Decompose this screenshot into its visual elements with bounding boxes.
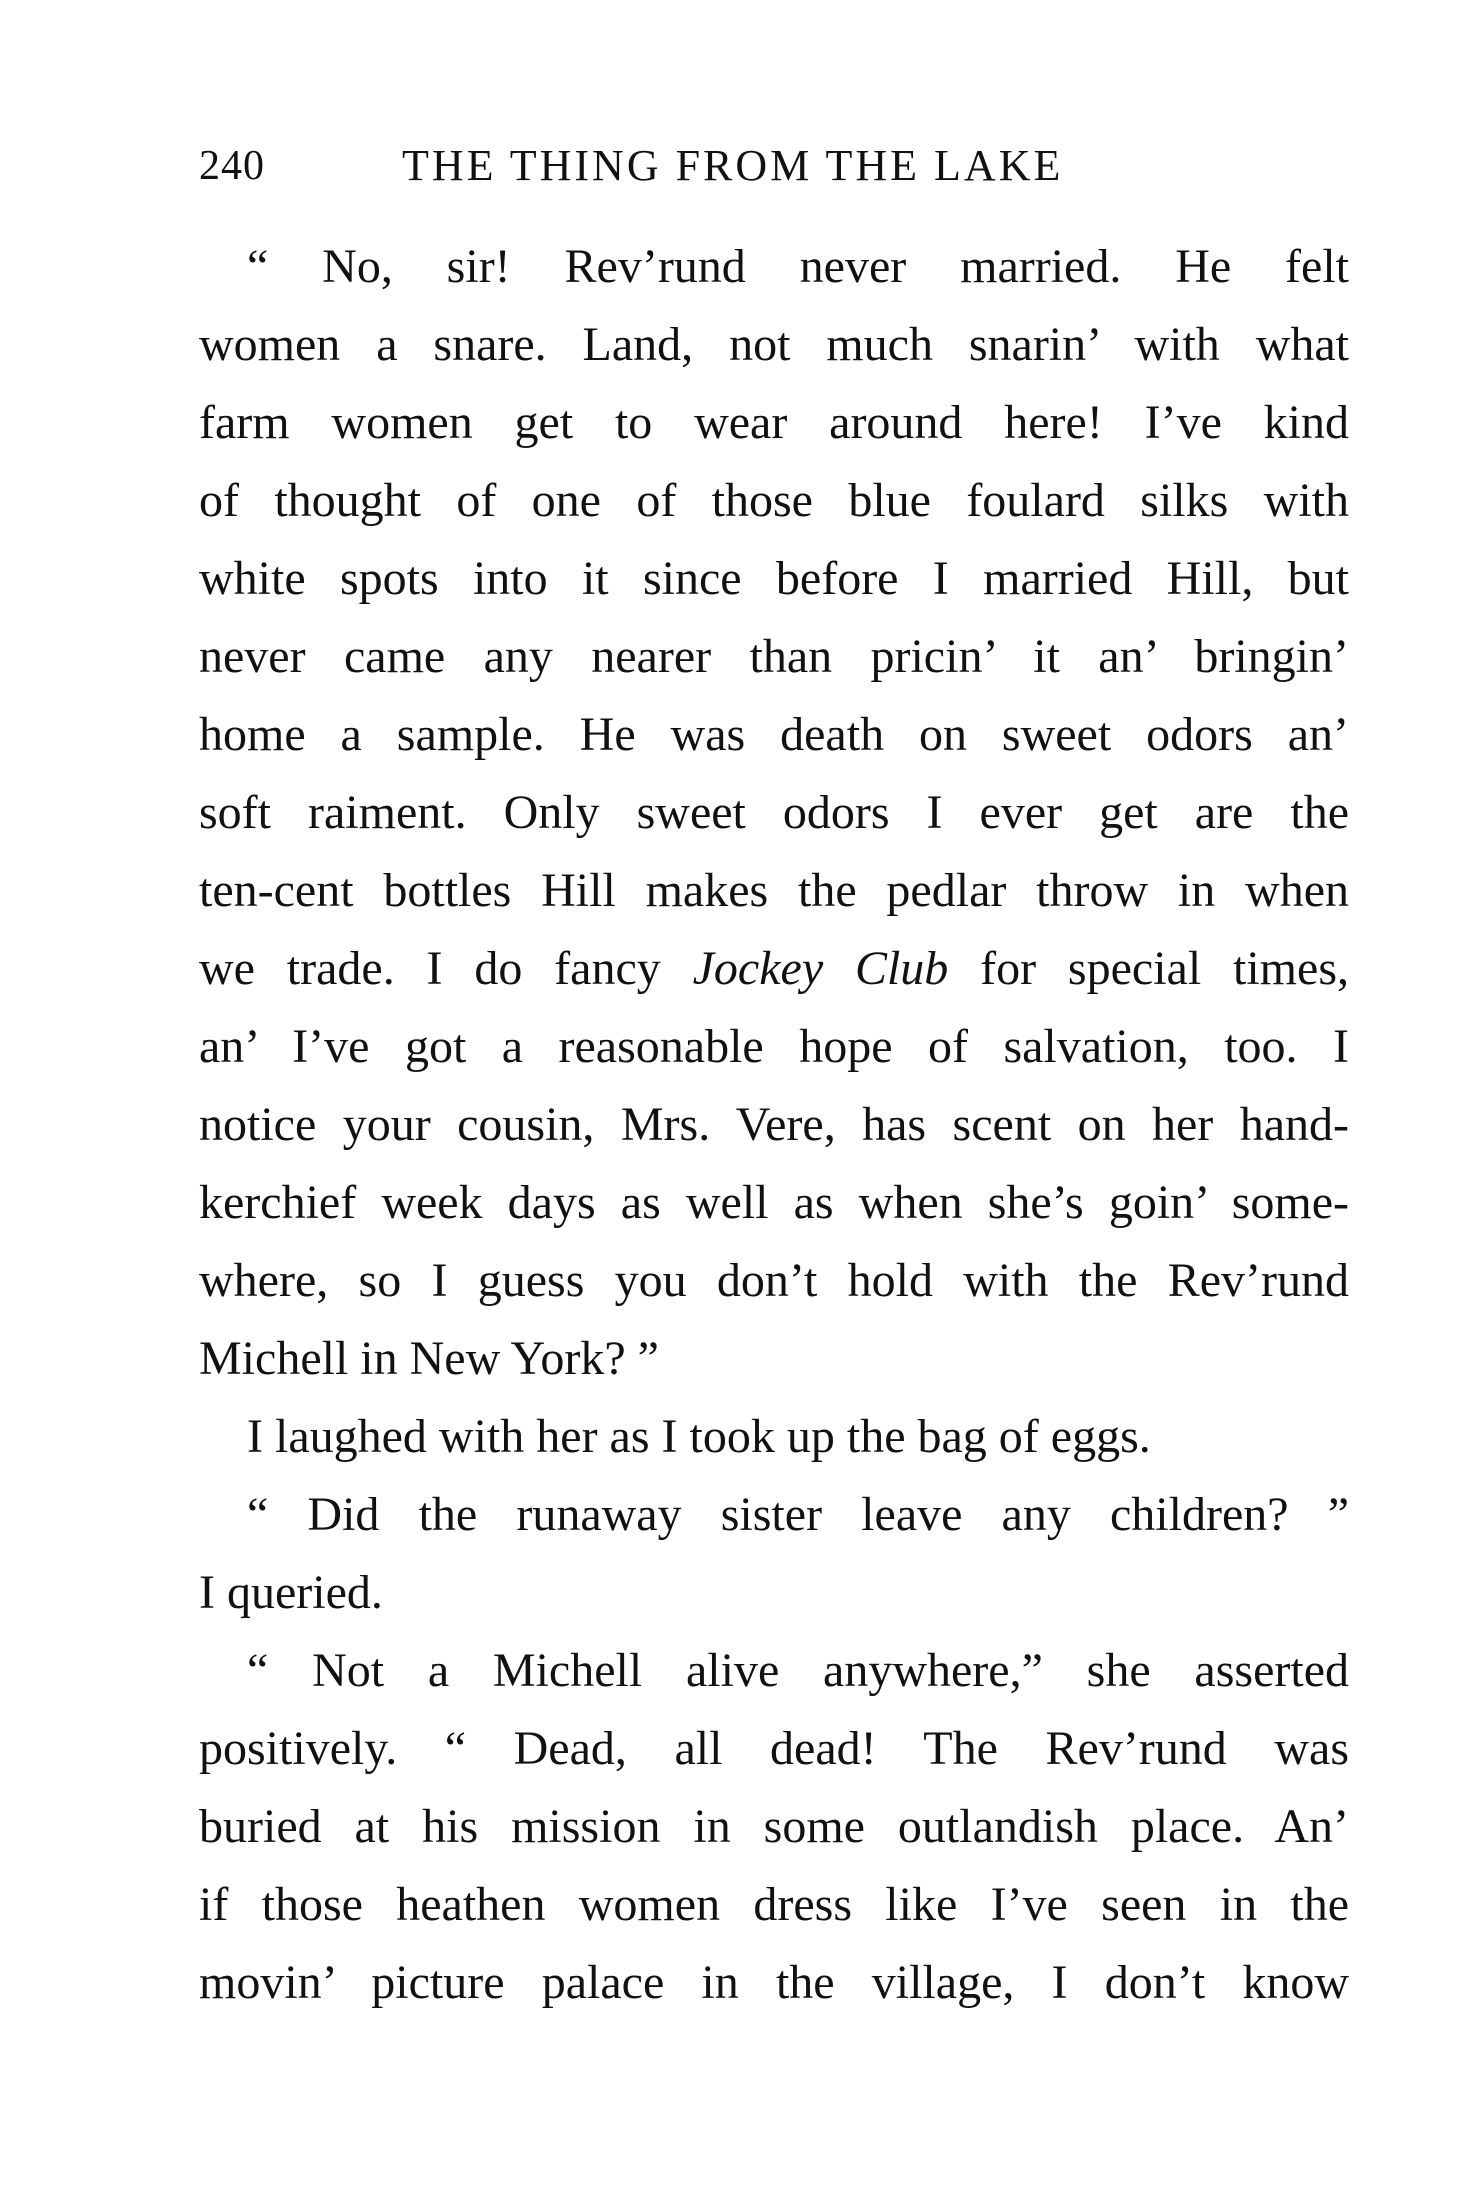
text-line: “ No, sir! Rev’rund never married. He felt [247,240,1349,293]
text-line: of thought of one of those blue foulard silks with [199,474,1349,527]
text-line: white spots into it since before I married Hill, but [199,552,1349,605]
page-header [199,136,1349,196]
text-segment: for special times, [948,942,1349,995]
italic-phrase: Jockey Club [692,942,949,995]
text-line: I laughed with her as I took up the bag of eggs. [247,1410,1151,1463]
text-line: buried at his mission in some outlandish place. An’ [199,1800,1349,1853]
text-line: if those heathen women dress like I’ve seen in the [199,1878,1349,1931]
text-line: “ Did the runaway sister leave any children? ” [247,1488,1349,1541]
text-line: never came any nearer than pricin’ it an’ bringin’ [199,630,1349,683]
text-line: soft raiment. Only sweet odors I ever get are the [199,786,1349,839]
text-line: positively. “ Dead, all dead! The Rev’rund was [199,1722,1349,1775]
text-line: an’ I’ve got a reasonable hope of salvation, too. I [199,1020,1349,1073]
text-line: Michell in New York? ” [199,1332,659,1385]
text-line: ten-cent bottles Hill makes the pedlar throw in when [199,864,1349,917]
text-line: I queried. [199,1566,383,1619]
text-line: notice your cousin, Mrs. Vere, has scent on her hand- [199,1098,1349,1151]
text-line: women a snare. Land, not much snarin’ with what [199,318,1349,371]
text-line: kerchief week days as well as when she’s goin’ some- [199,1176,1349,1229]
text-line: where, so I guess you don’t hold with the Rev’rund [199,1254,1349,1307]
text-line: “ Not a Michell alive anywhere,” she asserted [247,1644,1349,1697]
running-title: THE THING FROM THE LAKE [402,141,1064,190]
text-line: farm women get to wear around here! I’ve kind [199,396,1349,449]
text-segment: we trade. I do fancy [199,942,693,995]
page-number: 240 [199,143,265,189]
body-text [199,228,1349,2022]
text-line-with-italic [199,930,1349,1008]
text-line: movin’ picture palace in the village, I don’t know [199,1956,1349,2009]
text-line: home a sample. He was death on sweet odors an’ [199,708,1349,761]
